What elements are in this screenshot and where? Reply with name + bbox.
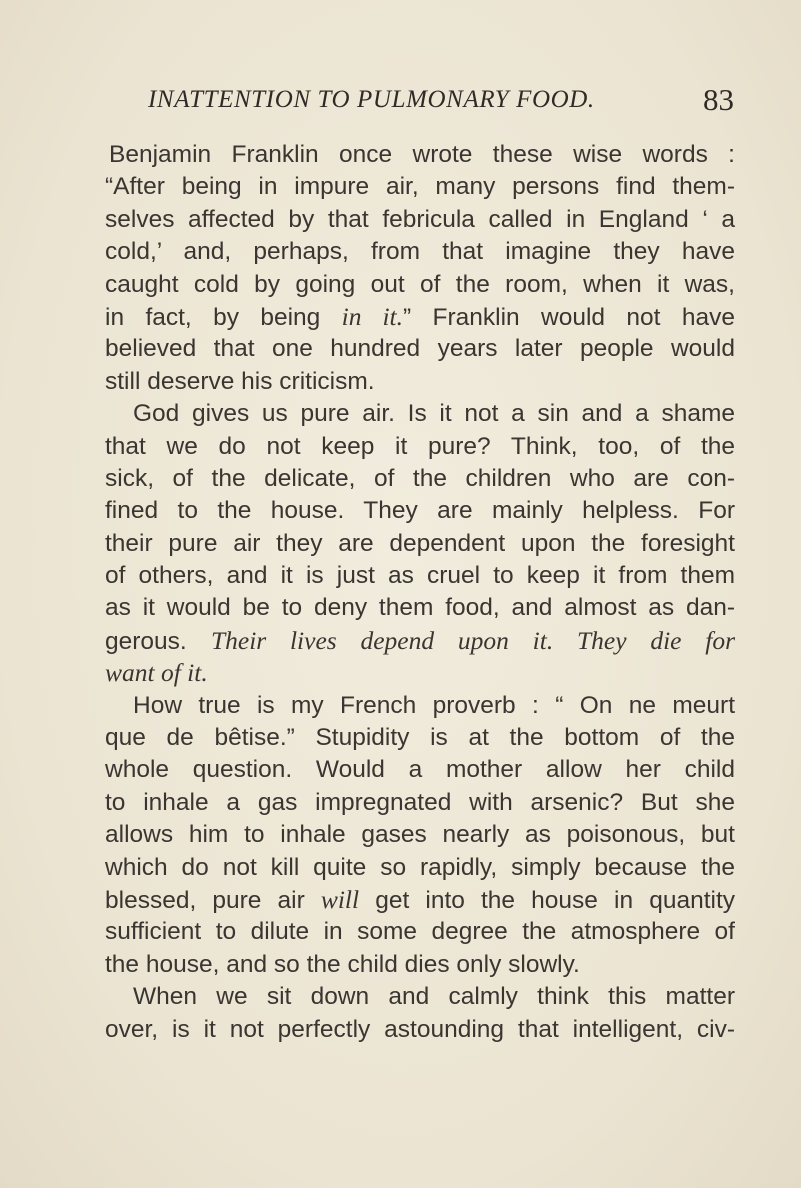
text-line: that we do not keep it pure? Think, too, of the [105,432,735,460]
text-fragment: ” Franklin would not have [403,303,735,331]
text-line: God gives us pure air. Is it not a sin and a shame [133,400,735,428]
text-line: caught cold by going out of the room, when it was, [105,270,735,298]
text-line: allows him to inhale gases nearly as poisonous, but [105,821,735,849]
text-line [105,625,735,657]
text-line [105,884,735,916]
italic-fragment: will [320,884,360,914]
text-line: as it would be to deny them food, and almost as dan- [105,594,735,622]
text-line: “After being in impure air, many persons find them- [105,173,735,201]
text-line: their pure air they are dependent upon the foresight [105,529,735,557]
text-line: fined to the house. They are mainly helpless. For [105,497,735,525]
text-line: of others, and it is just as cruel to keep it from them [105,562,735,590]
body-text [105,139,735,1046]
text-line: How true is my French proverb : “ On ne meurt [133,691,735,719]
italic-fragment: in it. [341,301,403,331]
text-line: whole question. Would a mother allow her child [105,756,735,784]
text-line: to inhale a gas impregnated with arsenic? But she [105,788,735,816]
text-fragment: blessed, pure air [105,886,321,914]
text-line: believed that one hundred years later people would [105,335,735,363]
text-fragment: gerous. [105,627,211,655]
text-line: Benjamin Franklin once wrote these wise words : [109,141,735,168]
text-line: which do not kill quite so rapidly, simply because the [105,853,735,881]
page-number: 83 [703,82,734,117]
text-line: selves affected by that febricula called in England ‘ a [105,205,735,233]
text-line: want of it. [105,658,208,688]
text-fragment: in fact, by being [105,303,342,331]
text-line: sick, of the delicate, of the children who are con- [105,464,735,492]
text-line: over, is it not perfectly astounding that intelligent, civ- [105,1015,735,1043]
text-line [105,301,735,333]
text-line: cold,’ and, perhaps, from that imagine they have [105,238,735,266]
text-line: que de bêtise.” Stupidity is at the bottom of the [105,724,735,752]
running-title: INATTENTION TO PULMONARY FOOD. [148,86,595,113]
text-line: sufficient to dilute in some degree the atmosphere of [105,918,735,946]
page-header [148,82,738,122]
text-line: the house, and so the child dies only slowly. [105,950,580,978]
text-fragment: get into the house in quantity [359,886,736,914]
text-line: When we sit down and calmly think this matter [133,983,735,1011]
italic-fragment: Their lives depend upon it. They die for [210,625,735,655]
text-line: still deserve his criticism. [105,367,375,395]
